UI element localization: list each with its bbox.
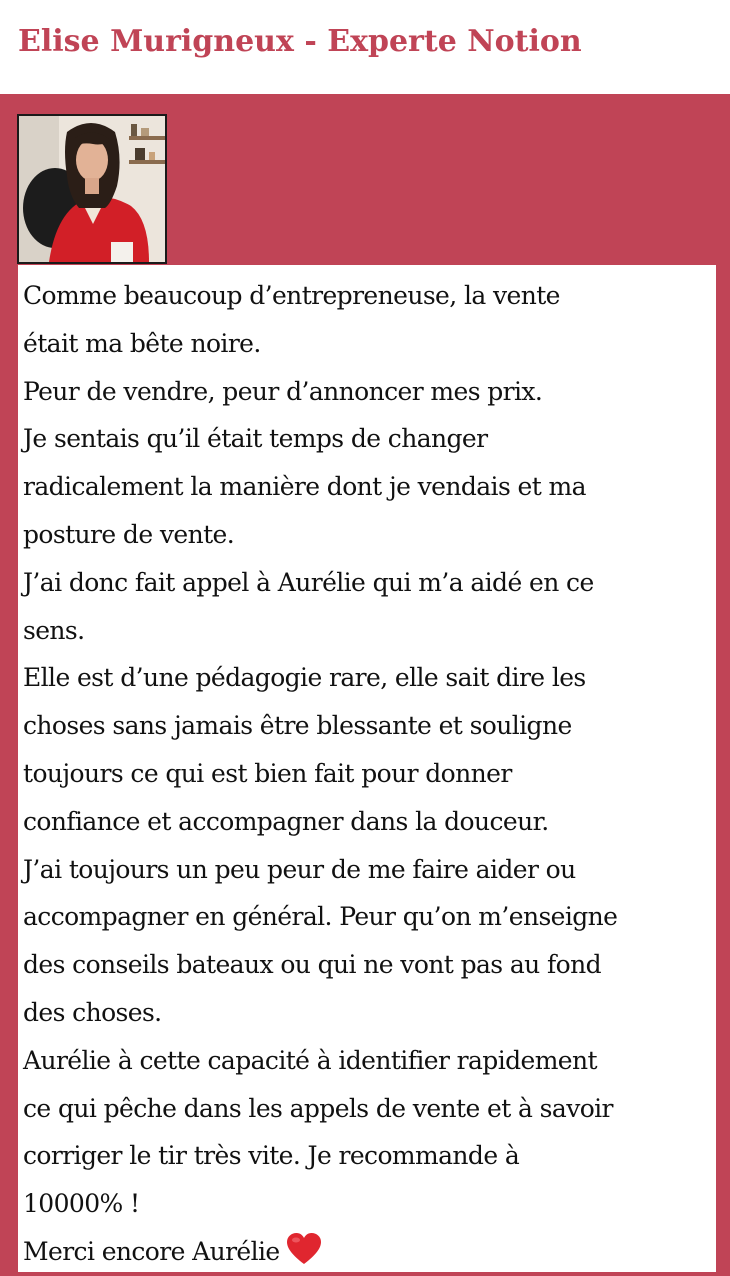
testimonial-line: J’ai toujours un peu peur de me faire aider ou [23, 854, 576, 884]
profile-photo [19, 116, 165, 262]
testimonial-line: Je sentais qu’il était temps de changer [23, 424, 488, 454]
testimonial-line: toujours ce qui est bien fait pour donner [23, 758, 512, 788]
testimonial-line: radicalement la manière dont je vendais et ma [23, 472, 586, 502]
page-header [0, 0, 730, 94]
testimonial-closing-line [23, 1228, 710, 1272]
testimonial-line: confiance et accompagner dans la douceur. [23, 806, 549, 836]
testimonial-line: des choses. [23, 997, 162, 1027]
testimonial-line: J’ai donc fait appel à Aurélie qui m’a aidé en ce [23, 567, 594, 597]
testimonial-line: Aurélie à cette capacité à identifier rapidement [23, 1045, 597, 1075]
avatar [17, 114, 167, 264]
testimonial-line: Comme beaucoup d’entrepreneuse, la vente [23, 281, 560, 310]
testimonial-line: accompagner en général. Peur qu’on m’enseigne [23, 902, 618, 932]
testimonial-line: posture de vente. [23, 519, 235, 549]
page-title: Elise Murigneux - Experte Notion [18, 24, 582, 59]
heart-icon [286, 1232, 322, 1266]
testimonial-line: ce qui pêche dans les appels de vente et à savoir [23, 1093, 613, 1123]
testimonial-line: corriger le tir très vite. Je recommande à [23, 1141, 520, 1171]
testimonial-line: Peur de vendre, peur d’annoncer mes prix. [23, 376, 543, 406]
testimonial-card [18, 265, 716, 1272]
closing-text: Merci encore Aurélie [23, 1236, 280, 1266]
testimonial-line: des conseils bateaux ou qui ne vont pas au fond [23, 950, 602, 980]
testimonial-line: 10000% ! [23, 1189, 140, 1219]
testimonial-line: Elle est d’une pédagogie rare, elle sait dire les [23, 663, 586, 693]
testimonial-line: sens. [23, 615, 85, 645]
testimonial-line: était ma bête noire. [23, 328, 261, 358]
testimonial-line: choses sans jamais être blessante et souligne [23, 711, 572, 741]
